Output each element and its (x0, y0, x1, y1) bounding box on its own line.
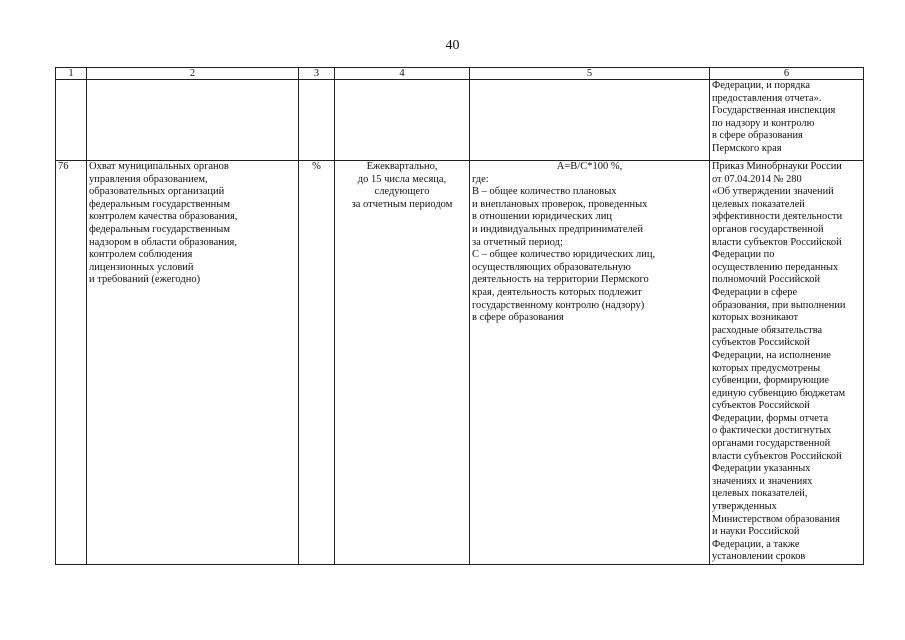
periodicity-cell (335, 161, 470, 565)
formula: A=B/C*100 %, (556, 161, 623, 172)
cont-cell-1 (56, 80, 87, 161)
page-number: 40 (445, 38, 460, 53)
indicator-name-cell (87, 161, 299, 565)
column-header-2: 2 (87, 68, 299, 80)
cont-cell-3 (299, 80, 335, 161)
column-header-6: 6 (710, 68, 864, 80)
table-header-row (56, 68, 864, 80)
indicator-name: Охват муниципальных органов управления образованием, образовательных организаций федеральным государственным контролем качества образования, федеральным государственным надзором в области образования, контролем соблюдения лицензионных условий и требований (ежегодно) (89, 161, 238, 286)
source-text: Приказ Минобрнауки России от 07.04.2014 № 280 «Об утверждении значений целевых показателей эффективности деятельности органов государственной власти субъектов Российской Федерации по осуществлению переданных полномочий Российской Федерации в сфере образования, при выполнении которых возникают расходные обязательства субъектов Российской Федерации, на исполнение которых предусмотрены субвенции, формирующие единую субвенцию бюджетам субъектов Российской Федерации, формы отчета о фактически достигнутых органами государственной власти субъектов Российской Федерации указанных значениях и значениях целевых показателей, утвержденных Министерством образования и науки Российской Федерации, а также установлении сроков (712, 161, 846, 563)
column-header-5: 5 (470, 68, 710, 80)
cont-cell-2 (87, 80, 299, 161)
table-row (56, 161, 864, 565)
unit-cell: % (299, 161, 335, 565)
column-header-1: 1 (56, 68, 87, 80)
formula-explanation: где: B – общее количество плановых и внеплановых проверок, проведенных в отношении юридических лиц и индивидуальных предпринимателей за отчетный период; C – общее количество юридических лиц, осуществляющих образовательную деятельность на территории Пермского края, деятельность которых подлежит государственному контролю (надзору) в сфере образования (472, 173, 656, 324)
cont-cell-4 (335, 80, 470, 161)
continuation-source-text: Федерации, и порядка предоставления отчета». Государственная инспекция по надзору и контролю в сфере образования Пермского края (712, 80, 836, 154)
indicator-table (55, 67, 864, 565)
cont-cell-5 (470, 80, 710, 161)
column-header-4: 4 (335, 68, 470, 80)
source-cell (710, 161, 864, 565)
cont-cell-6 (710, 80, 864, 161)
row-number: 76 (56, 161, 87, 565)
formula-cell (470, 161, 710, 565)
periodicity: Ежеквартально, до 15 числа месяца, следующего за отчетным периодом (351, 161, 453, 210)
continuation-row (56, 80, 864, 161)
column-header-3: 3 (299, 68, 335, 80)
